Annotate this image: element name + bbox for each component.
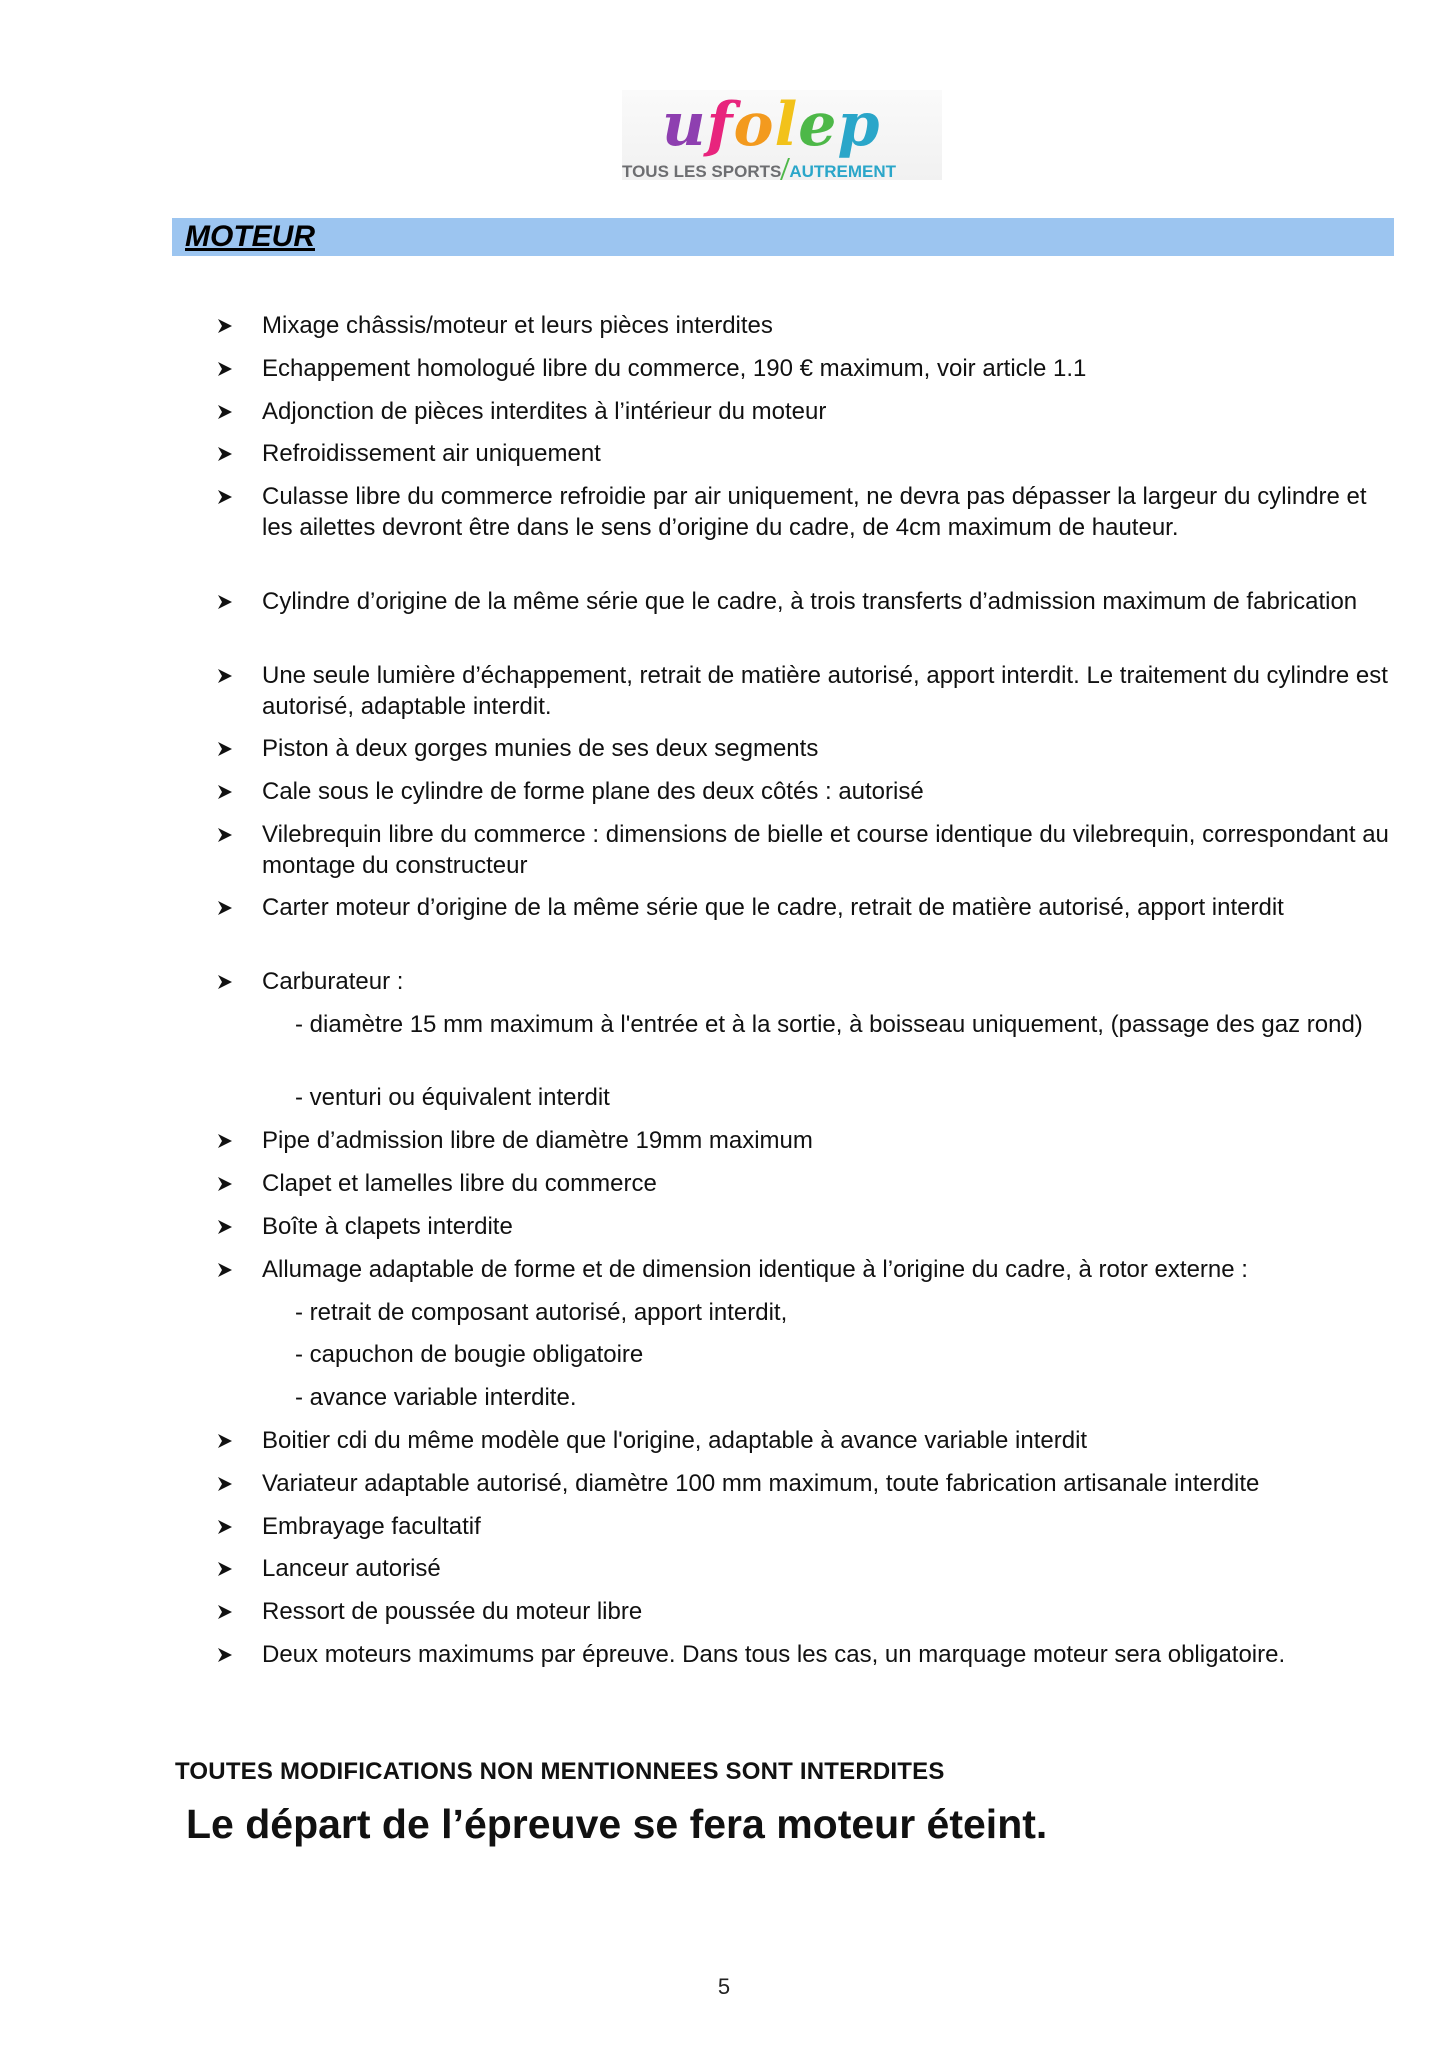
rule-item: Boîte à clapets interdite (262, 1213, 513, 1240)
rule-item: Adjonction de pièces interdites à l’intérieur du moteur (262, 398, 827, 425)
arrow-bullet-icon (215, 739, 235, 759)
arrow-bullet-icon (215, 402, 235, 422)
arrow-bullet-icon (215, 1474, 235, 1494)
page-number: 5 (717, 1974, 731, 1999)
rule-item: Piston à deux gorges munies de ses deux segments (262, 735, 819, 762)
arrow-bullet-icon (215, 359, 235, 379)
logo-tagline (622, 158, 896, 182)
logo-tagline-part1: TOUS LES SPORTS (622, 162, 782, 181)
rule-item: Variateur adaptable autorisé, diamètre 100 mm maximum, toute fabrication artisanale interdite (262, 1470, 1260, 1497)
arrow-bullet-icon (215, 1131, 235, 1151)
arrow-bullet-icon (215, 444, 235, 464)
arrow-bullet-icon (215, 1645, 235, 1665)
section-header-bar (172, 218, 1394, 256)
rule-item: Une seule lumière d’échappement, retrait de matière autorisé, apport interdit. Le traitement du cylindre est autorisé, adaptable interdit. (262, 662, 1388, 720)
rule-item: Boitier cdi du même modèle que l'origine, adaptable à avance variable interdit (262, 1427, 1088, 1454)
logo-tagline-part2: AUTREMENT (789, 162, 897, 181)
arrow-bullet-icon (215, 316, 235, 336)
arrow-bullet-icon (215, 1602, 235, 1622)
rule-item: Carburateur : (262, 968, 404, 995)
arrow-bullet-icon (215, 1431, 235, 1451)
arrow-bullet-icon (215, 782, 235, 802)
rule-item: Pipe d’admission libre de diamètre 19mm maximum (262, 1127, 813, 1154)
final-statement: Le départ de l’épreuve se fera moteur éteint. (186, 1801, 1048, 1847)
arrow-bullet-icon (215, 1174, 235, 1194)
carburateur-detail: - venturi ou équivalent interdit (295, 1084, 610, 1111)
arrow-bullet-icon (215, 592, 235, 612)
carburateur-detail: - diamètre 15 mm maximum à l'entrée et à la sortie, à boisseau uniquement, (passage des gaz rond) (295, 1011, 1363, 1038)
arrow-bullet-icon (215, 825, 235, 845)
rule-item: Vilebrequin libre du commerce : dimensions de bielle et course identique du vilebrequin, correspondant au montage du constructeur (262, 821, 1389, 879)
arrow-bullet-icon (215, 972, 235, 992)
logo-wordmark: ufolep (662, 90, 881, 160)
rule-item: Echappement homologué libre du commerce, 190 € maximum, voir article 1.1 (262, 355, 1087, 382)
rule-item: Mixage châssis/moteur et leurs pièces interdites (262, 312, 773, 339)
allumage-detail: - avance variable interdite. (295, 1384, 577, 1411)
arrow-bullet-icon (215, 487, 235, 507)
rule-item: Refroidissement air uniquement (262, 440, 601, 467)
rule-item: Allumage adaptable de forme et de dimension identique à l’origine du cadre, à rotor externe : (262, 1256, 1248, 1283)
rule-item: Embrayage facultatif (262, 1513, 481, 1540)
allumage-detail: - retrait de composant autorisé, apport interdit, (295, 1299, 788, 1326)
ufolep-logo (622, 90, 942, 180)
arrow-bullet-icon (215, 666, 235, 686)
rule-item: Cylindre d’origine de la même série que le cadre, à trois transferts d’admission maximum de fabrication (262, 588, 1358, 615)
rule-item: Ressort de poussée du moteur libre (262, 1598, 643, 1625)
allumage-detail: - capuchon de bougie obligatoire (295, 1341, 644, 1368)
arrow-bullet-icon (215, 1517, 235, 1537)
rule-item: Deux moteurs maximums par épreuve. Dans tous les cas, un marquage moteur sera obligatoire. (262, 1641, 1286, 1668)
arrow-bullet-icon (215, 1217, 235, 1237)
modifications-notice: TOUTES MODIFICATIONS NON MENTIONNEES SONT INTERDITES (175, 1758, 945, 1785)
rule-item: Carter moteur d’origine de la même série que le cadre, retrait de matière autorisé, apport interdit (262, 894, 1284, 921)
arrow-bullet-icon (215, 898, 235, 918)
rule-item: Cale sous le cylindre de forme plane des deux côtés : autorisé (262, 778, 924, 805)
rule-item: Culasse libre du commerce refroidie par air uniquement, ne devra pas dépasser la largeur du cylindre et les ailettes devront être dans le sens d’origine du cadre, de 4cm maximum de hauteur. (262, 483, 1367, 541)
arrow-bullet-icon (215, 1559, 235, 1579)
section-title: MOTEUR (185, 220, 315, 253)
rule-item: Clapet et lamelles libre du commerce (262, 1170, 657, 1197)
arrow-bullet-icon (215, 1260, 235, 1280)
rule-item: Lanceur autorisé (262, 1555, 441, 1582)
